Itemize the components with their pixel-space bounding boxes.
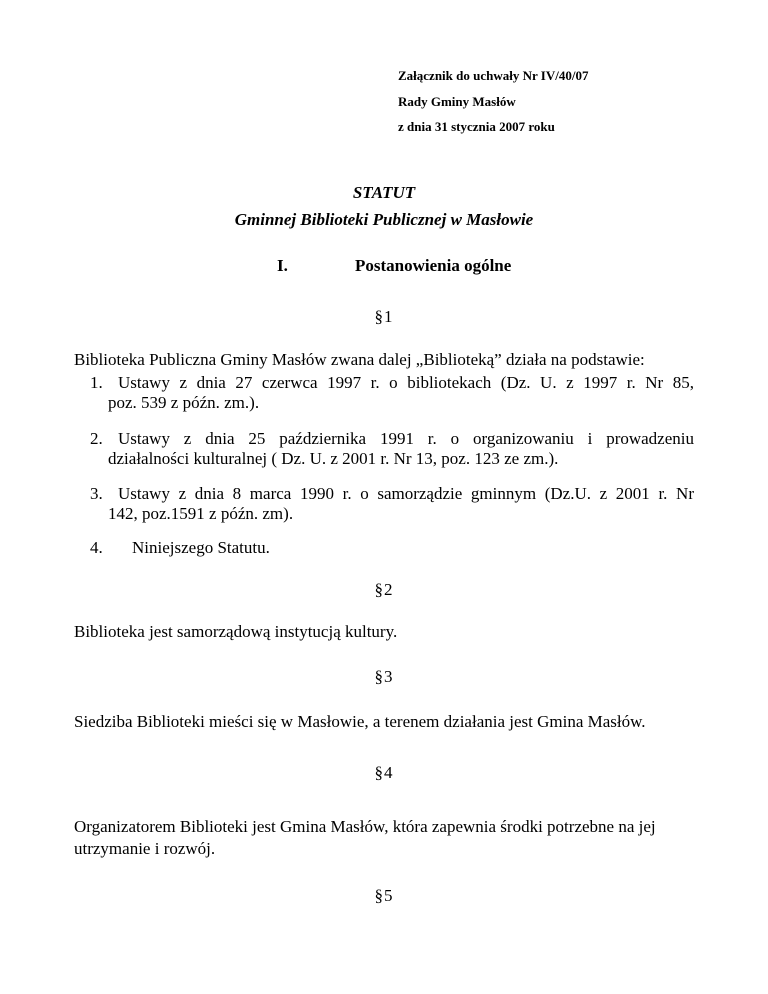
list-item-line1: Niniejszego Statutu.: [132, 538, 270, 557]
paragraph-2-text: Biblioteka jest samorządową instytucją kultury.: [74, 622, 398, 641]
list-item-text: [108, 484, 694, 524]
list-item-text: [108, 429, 694, 469]
list-item-line1: Ustawy z dnia 27 czerwca 1997 r. o bibliotekach (Dz. U. z 1997 r. Nr 85,: [118, 373, 694, 392]
list-item-line2: 142, poz.1591 z późn. zm).: [108, 504, 294, 523]
document-title: STATUT: [352, 183, 416, 202]
list-item-number: 2.: [90, 429, 103, 448]
attachment-header-line3: z dnia 31 stycznia 2007 roku: [398, 119, 555, 134]
list-item-line2: działalności kulturalnej ( Dz. U. z 2001 r. Nr 13, poz. 123 ze zm.).: [108, 449, 559, 468]
list-item-line1: Ustawy z dnia 25 października 1991 r. o organizowaniu i prowadzeniu: [118, 429, 694, 448]
paragraph-mark-1: §1: [374, 307, 394, 326]
list-item-text: [108, 373, 694, 413]
section-number: I.: [277, 256, 288, 275]
paragraph-4-line2: utrzymanie i rozwój.: [74, 839, 216, 858]
paragraph-1-intro: Biblioteka Publiczna Gminy Masłów zwana dalej „Biblioteką” działa na podstawie:: [74, 350, 645, 369]
attachment-header-line2: Rady Gminy Masłów: [398, 94, 516, 109]
section-title: Postanowienia ogólne: [355, 256, 512, 275]
paragraph-4-line1: Organizatorem Biblioteki jest Gmina Masłów, która zapewnia środki potrzebne na jej: [74, 817, 656, 836]
list-item-number: 4.: [90, 538, 103, 557]
paragraph-mark-5: §5: [374, 886, 394, 905]
paragraph-mark-3: §3: [374, 667, 394, 686]
paragraph-mark-4: §4: [374, 763, 394, 782]
paragraph-3-text: Siedziba Biblioteki mieści się w Masłowie, a terenem działania jest Gmina Masłów.: [74, 712, 646, 731]
list-item-line2: poz. 539 z późn. zm.).: [108, 393, 260, 412]
paragraph-mark-2: §2: [374, 580, 394, 599]
list-item-number: 3.: [90, 484, 103, 503]
list-item-number: 1.: [90, 373, 103, 392]
document-subtitle: Gminnej Biblioteki Publicznej w Masłowie: [234, 210, 534, 229]
list-item-line1: Ustawy z dnia 8 marca 1990 r. o samorządzie gminnym (Dz.U. z 2001 r. Nr: [118, 484, 694, 503]
attachment-header-line1: Załącznik do uchwały Nr IV/40/07: [398, 68, 589, 83]
